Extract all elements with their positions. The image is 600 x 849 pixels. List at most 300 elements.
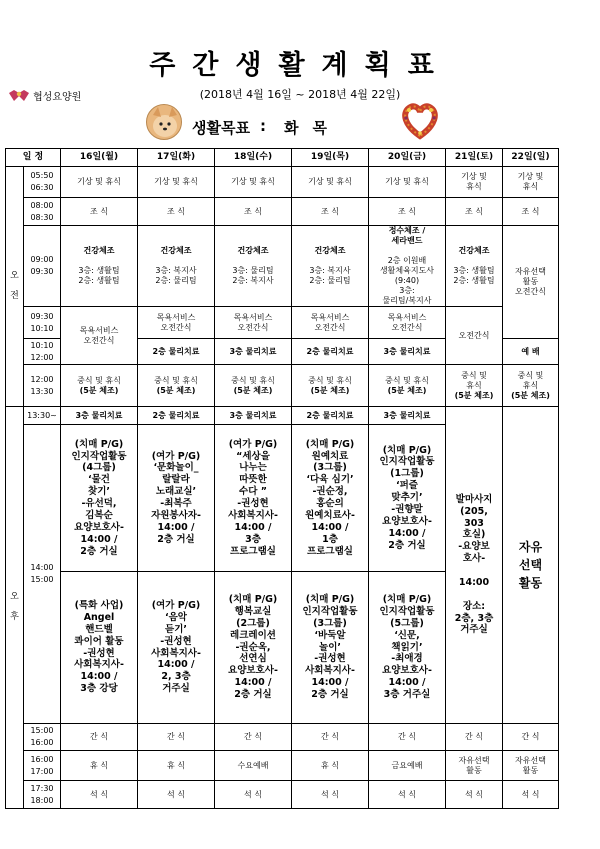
cell-line: 휴식 (466, 182, 482, 191)
cell-line: 09:30 (30, 267, 54, 276)
cell-line: 사회복지사- (151, 647, 201, 659)
cell-line: (치매 P/G) (305, 594, 355, 606)
cell-line: 3층 물리치료 (383, 346, 431, 356)
schedule-cell (446, 226, 503, 307)
header-corner: 일 정 (6, 149, 61, 167)
cell-line: 목욕서비스 (156, 312, 196, 322)
cell-line: (치매 P/G) (74, 438, 124, 450)
cell-line: (치매 P/G) (382, 444, 432, 456)
cell-line: 중식 및 (517, 370, 544, 380)
cell-line: 휴식 (466, 380, 482, 390)
schedule-cell (369, 425, 446, 572)
cell-line: 14:00 / (80, 671, 118, 683)
cell-line: 랄랄라 (162, 474, 190, 486)
schedule-cell (138, 365, 215, 407)
cell-line: ‘신문, (394, 629, 420, 641)
cell-line: 선택 (518, 558, 543, 572)
cell-line: 14:00 / (157, 521, 195, 533)
cell-line: 14:00 / (388, 677, 426, 689)
cell-line: 14:00 (30, 563, 54, 573)
cell-line: 조 식 (244, 206, 262, 216)
cell-line: 08:30 (30, 212, 54, 222)
schedule-cell (369, 751, 446, 781)
cell-line: (9:40) (394, 276, 420, 285)
schedule-cell (215, 425, 292, 572)
cell-line: 오전 (10, 270, 19, 301)
page-title: 주간생활계획표 (149, 50, 451, 81)
cell-line: 2층: 생활팀 (78, 276, 120, 285)
row-wake (6, 167, 559, 198)
cell-line: 석 식 (398, 789, 416, 799)
cell-line: (5분 체조) (454, 390, 494, 400)
cell-line: 따뜻한 (239, 474, 267, 486)
schedule-cell (503, 724, 559, 751)
cell-line: 수요예배 (237, 760, 269, 770)
cell-line: 생활체육지도사 (379, 266, 435, 275)
cell-line: 2층 물리치료 (306, 410, 354, 420)
cell-line: -권성현 (83, 647, 115, 659)
period-label (6, 588, 23, 628)
schedule-cell (215, 198, 292, 226)
cell-line (446, 565, 502, 577)
cell-line: 석 식 (90, 789, 108, 799)
cell-line: 중식 및 휴식 (154, 375, 198, 385)
cell-line: 2층 거실 (234, 689, 272, 701)
cell-line: 석 식 (521, 789, 540, 799)
cell-line: 발마사지 (455, 493, 493, 505)
cell-line: -권순정, (312, 486, 348, 498)
cell-line: 3층 거주실 (383, 689, 431, 701)
cell-line: 휴 식 (90, 760, 108, 770)
header-day: 17일(화) (138, 149, 215, 167)
cell-line: 14:00 / (388, 527, 426, 539)
cell-line: 14:00 (458, 576, 490, 588)
goal-value: 화목 (283, 119, 341, 137)
schedule-cell (61, 407, 138, 425)
cell-line: -권성현 (237, 498, 269, 509)
schedule-cell (292, 307, 369, 339)
schedule-cell (369, 407, 446, 425)
schedule-cell (138, 307, 215, 339)
date-range: (2018년 4월 16일 ~ 2018년 4월 22일) (199, 88, 401, 101)
cell-line: 활동 (518, 576, 543, 590)
cell-line: 목욕서비스 (310, 312, 350, 322)
cell-line: 요양보호사- (382, 665, 432, 677)
row-snack (6, 724, 559, 751)
cell-line: 금요예배 (391, 760, 423, 770)
schedule-cell (61, 167, 138, 198)
schedule-cell (369, 724, 446, 751)
cell-line: 선연심 (239, 653, 267, 665)
row-bath (6, 307, 559, 339)
cell-line: 12:00 (30, 352, 54, 362)
cell-line: 조 식 (398, 206, 416, 216)
schedule-cell (292, 724, 369, 751)
header-day: 19일(목) (292, 149, 369, 167)
cell-line: 맞추기’ (391, 492, 423, 504)
cell-line: (특화 사업) (74, 600, 124, 611)
org-name: 협성요양원 (33, 92, 82, 103)
schedule-cell (369, 781, 446, 809)
schedule-cell (61, 781, 138, 809)
cell-line: 활동 (522, 765, 539, 775)
schedule-cell (61, 365, 138, 407)
row-breakfast (6, 198, 559, 226)
cell-line: 2층 물리치료 (152, 346, 200, 356)
cell-line: 09:00 (30, 255, 54, 265)
cell-line: 2층: 생활팀 (453, 276, 495, 285)
goal-label: 생활목표 (192, 119, 250, 137)
schedule-cell (138, 751, 215, 781)
cell-line: 3층 물리치료 (383, 410, 431, 420)
schedule-cell (369, 339, 446, 365)
schedule-cell (503, 198, 559, 226)
time-cell (24, 365, 61, 407)
cell-line: -유선덕, (81, 498, 117, 509)
cell-line: 목욕서비스 (387, 312, 427, 322)
time-cell (24, 198, 61, 226)
cell-line: 목욕서비스 (233, 312, 273, 322)
cell-line: 석 식 (167, 789, 185, 799)
cell-line: 2층 물리치료 (306, 346, 354, 356)
schedule-cell (446, 407, 503, 724)
cell-line: 간 식 (244, 732, 262, 741)
cell-line: 2층 거실 (80, 545, 118, 557)
cell-line: 자유선택 (458, 755, 490, 765)
cell-line: 오전간식 (515, 287, 546, 296)
cell-line: 16:00 (30, 754, 54, 764)
schedule-cell (503, 365, 559, 407)
cell-line: (205, (460, 505, 488, 517)
schedule-cell (369, 307, 446, 339)
cell-line: 책읽기’ (391, 641, 423, 653)
cell-line: 2층: 물리팀 (309, 276, 351, 285)
schedule-cell (215, 751, 292, 781)
schedule-cell (446, 781, 503, 809)
cell-line: 자원봉사자- (151, 509, 201, 521)
period-label (6, 267, 23, 307)
cell-line: 기상 및 휴식 (154, 177, 198, 186)
cell-line: 3층 강당 (80, 683, 118, 695)
cell-line: (5분 체조) (310, 385, 350, 395)
schedule-cell (138, 425, 215, 572)
cell-line: 간 식 (398, 732, 416, 741)
header-day: 22일(일) (503, 149, 559, 167)
weekly-schedule-table (5, 148, 559, 809)
cell-line: 오전간식 (458, 330, 490, 340)
cell-line: 거주실 (162, 683, 190, 695)
cell-line: 핸드벨 (85, 623, 113, 635)
cell-line: 놀이’ (319, 641, 341, 653)
cell-line: 사회복지사- (228, 509, 278, 521)
cell-line: (5분 체조) (511, 390, 550, 400)
cell-line: 14:00 / (234, 521, 272, 533)
cell-line: ‘다육 심기’ (306, 474, 354, 486)
schedule-cell (138, 198, 215, 226)
cell-line: 목욕서비스 (79, 325, 119, 335)
cell-line: 건강체조 (314, 246, 346, 255)
cell-line: 3층: 생활팀 (78, 266, 120, 275)
cell-line: 행복교실 (234, 605, 272, 617)
cell-line: 3층: 복지사 (155, 266, 197, 275)
cell-line: Angel (83, 611, 115, 623)
schedule-cell (61, 307, 138, 365)
cell-line: 10:10 (30, 340, 54, 350)
dog-illustration-icon (146, 104, 182, 140)
header-day: 16일(월) (61, 149, 138, 167)
cell-line: 호실) (462, 529, 486, 541)
schedule-cell (369, 572, 446, 724)
cell-line: -요양보 (458, 541, 490, 553)
schedule-cell (503, 167, 559, 198)
cell-line: 조 식 (321, 206, 339, 216)
schedule-cell (446, 724, 503, 751)
cell-line: 3층 물리치료 (229, 346, 277, 356)
cell-line: 오전간식 (160, 322, 192, 332)
time-cell (24, 167, 61, 198)
cell-line: (2그룹) (236, 617, 270, 629)
cell-line: 12:00 (30, 374, 54, 384)
schedule-cell (503, 339, 559, 365)
cell-line: 석 식 (465, 789, 483, 799)
cell-line: (5분 체조) (387, 385, 427, 395)
cell-line: 건강체조 (83, 246, 115, 255)
cell-line: 휴 식 (167, 760, 185, 770)
schedule-cell (369, 365, 446, 407)
cell-line: 3층 물리치료 (229, 410, 277, 420)
schedule-cell (138, 339, 215, 365)
cell-line: (치매 P/G) (382, 594, 432, 606)
cell-line: 사회복지사- (305, 665, 355, 677)
schedule-cell (292, 167, 369, 198)
cell-line: 1층 (322, 533, 338, 545)
cell-line: 간 식 (167, 732, 185, 741)
schedule-cell (292, 198, 369, 226)
cell-line: 건강체조 (458, 246, 490, 255)
cell-line: 3층: 물리팀 (232, 266, 274, 275)
schedule-cell (369, 226, 446, 307)
schedule-cell (215, 226, 292, 307)
cell-line: 16:00 (30, 738, 54, 747)
cell-line: (3그룹) (313, 617, 347, 629)
cell-line: 303 (464, 517, 484, 529)
cell-line: 간 식 (90, 732, 108, 741)
cell-line: (여가 P/G) (151, 450, 201, 462)
header-day: 20일(금) (369, 149, 446, 167)
schedule-cell (138, 167, 215, 198)
cell-line: 간 식 (521, 732, 540, 741)
schedule-cell (138, 407, 215, 425)
cell-line: 활동 (522, 277, 539, 286)
schedule-cell (503, 751, 559, 781)
cell-line: 09:30 (30, 311, 54, 321)
schedule-cell (215, 339, 292, 365)
cell-line: 요양보호사- (228, 665, 278, 677)
cell-line: ‘문화놀이_ (153, 462, 199, 474)
cell-line: (여가 P/G) (228, 438, 278, 450)
cell-line: 휴식 (522, 380, 539, 390)
goal-separator: : (259, 117, 266, 135)
cell-line: 인지작업활동 (71, 450, 127, 462)
schedule-cell (446, 198, 503, 226)
row-evening (6, 751, 559, 781)
cell-line: (5분 체조) (156, 385, 196, 395)
row-afternoon-pt (6, 407, 559, 425)
cell-line: 중식 및 휴식 (231, 375, 275, 385)
time-cell (24, 339, 61, 365)
header-day: 18일(수) (215, 149, 292, 167)
schedule-cell (61, 226, 138, 307)
cell-line: 3층: (399, 286, 415, 295)
cell-line: 2층 거실 (157, 533, 195, 545)
cell-line: 조 식 (521, 206, 540, 216)
cell-line: 기상 및 휴식 (77, 177, 121, 186)
schedule-cell (215, 781, 292, 809)
cell-line: 듣기’ (165, 623, 187, 635)
schedule-cell (61, 724, 138, 751)
schedule-cell (292, 572, 369, 724)
cell-line: (4그룹) (82, 462, 116, 474)
time-cell (24, 781, 61, 809)
period-morning (6, 167, 24, 407)
cell-line: ‘바둑알 (314, 629, 346, 641)
schedule-cell (215, 167, 292, 198)
cell-line: -권향말 (391, 503, 423, 515)
cell-line: 2층: 복지사 (232, 276, 274, 285)
schedule-cell (215, 572, 292, 724)
cell-line: 간 식 (465, 732, 483, 741)
cell-line: 17:00 (30, 766, 54, 776)
cell-line: 14:00 / (80, 533, 118, 545)
heart-wreath-icon (400, 100, 440, 140)
cell-line: 기상 및 휴식 (308, 177, 352, 186)
cell-line: 오후 (10, 591, 19, 622)
cell-line: (5그룹) (390, 617, 424, 629)
cell-line: 인지작업활동 (379, 605, 435, 617)
cell-line: 정수체조 / (388, 226, 426, 235)
cell-line: -최애경 (391, 653, 423, 665)
cell-line: 오전간식 (83, 335, 115, 345)
schedule-cell (503, 407, 559, 724)
cell-line: 활동 (466, 765, 482, 775)
schedule-cell (369, 167, 446, 198)
cell-line: (5분 체조) (79, 385, 119, 395)
schedule-cell (292, 226, 369, 307)
cell-line: 기상 및 (461, 172, 487, 181)
cell-line: 중식 및 휴식 (385, 375, 429, 385)
schedule-cell (215, 407, 292, 425)
cell-line: 오전간식 (314, 322, 346, 332)
cell-line (446, 589, 502, 601)
schedule-cell (503, 226, 559, 339)
cell-line: (3그룹) (313, 462, 347, 474)
cell-line: 14:00 / (157, 659, 195, 671)
cell-line: (5분 체조) (233, 385, 273, 395)
time-cell (24, 307, 61, 339)
schedule-cell (61, 198, 138, 226)
cell-line: 프로그램실 (307, 545, 353, 557)
cell-line: (1그룹) (390, 468, 424, 480)
cell-line: 원예치료사- (305, 509, 355, 521)
cell-line: 조 식 (465, 206, 483, 216)
schedule-cell (292, 339, 369, 365)
cell-line: 오전간식 (391, 322, 423, 332)
schedule-cell (503, 781, 559, 809)
cell-line: 05:50 (30, 171, 54, 181)
schedule-cell (138, 724, 215, 751)
cell-line: 김복순 (85, 509, 113, 521)
cell-line: 2층 이원배 (387, 256, 427, 265)
cell-line: 14:00 / (234, 677, 272, 689)
cell-line: 중식 및 휴식 (77, 375, 121, 385)
schedule-cell (446, 167, 503, 198)
schedule-cell (61, 751, 138, 781)
schedule-cell (138, 781, 215, 809)
cell-line: 08:00 (30, 200, 54, 210)
cell-line: 세라밴드 (391, 236, 423, 245)
cell-line: 15:00 (30, 726, 54, 736)
cell-line: 06:30 (30, 183, 54, 192)
cell-line: 조 식 (90, 206, 108, 216)
cell-line: -권순옥, (235, 641, 271, 653)
cell-line: 수다 ” (239, 486, 267, 498)
schedule-cell (446, 365, 503, 407)
schedule-cell (215, 307, 292, 339)
cell-line: 건강체조 (160, 246, 192, 255)
cell-line: 2층: 물리팀 (155, 276, 197, 285)
cell-line: (치매 P/G) (228, 594, 278, 606)
cell-line: 휴식 (522, 182, 539, 191)
schedule-cell (215, 724, 292, 751)
cell-line: 나누는 (239, 462, 267, 474)
cell-line: 2층 거실 (311, 689, 349, 701)
cell-line: ‘물건 (88, 474, 110, 486)
cell-line: 3층 (245, 533, 261, 545)
cell-line: -권성현 (314, 653, 346, 665)
cell-line: 13:30 (30, 386, 54, 396)
schedule-cell (292, 407, 369, 425)
cell-line: 15:00 (30, 575, 54, 584)
cell-line: 14:00 / (311, 677, 349, 689)
cell-line: 기상 및 휴식 (231, 177, 275, 186)
time-cell (24, 226, 61, 307)
cell-line: 자유 (518, 540, 543, 554)
cell-line: 콰이어 활동 (74, 635, 124, 647)
cell-line: 요양보호사- (382, 515, 432, 527)
cell-line: 오전간식 (237, 322, 269, 332)
cell-line: 물리팀/복지사 (382, 296, 432, 305)
cell-line: ‘음악 (165, 611, 187, 623)
cell-line: 중식 및 (461, 370, 487, 380)
cell-line: 석 식 (321, 789, 339, 799)
cell-line: 10:10 (30, 323, 54, 333)
cell-line: 중식 및 휴식 (308, 375, 352, 385)
cell-line: 기상 및 휴식 (385, 177, 429, 186)
schedule-cell (138, 572, 215, 724)
schedule-cell (138, 226, 215, 307)
time-cell (24, 425, 61, 724)
row-morning-program (6, 226, 559, 307)
cell-line: “세상을 (236, 450, 270, 462)
cell-line: 3층: 생활팀 (453, 266, 495, 275)
header-row (6, 149, 559, 167)
cell-line: 홍순의 (316, 498, 344, 509)
goal-line (192, 117, 341, 138)
cell-line: 3층: 복지사 (309, 266, 351, 275)
cell-line: (치매 P/G) (305, 438, 355, 450)
cell-line: 인지작업활동 (379, 456, 435, 468)
cell-line: ‘퍼즐 (396, 480, 418, 492)
